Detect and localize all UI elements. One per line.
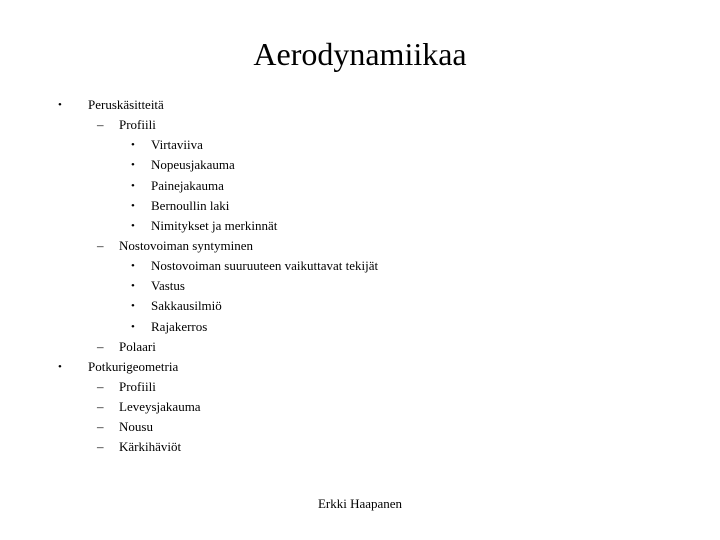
outline-item-label: Potkurigeometria (88, 358, 179, 374)
outline-item-label: Leveysjakauma (119, 399, 201, 415)
outline-item-label: Nostovoiman suuruuteen vaikuttavat tekijät (151, 258, 379, 274)
bullet-dot-icon: • (131, 300, 135, 313)
dash-bullet-icon: – (97, 338, 104, 354)
slide-title: Aerodynamiikaa (253, 36, 467, 72)
outline-item-rajakerros (0, 317, 720, 337)
outline-item-label: Nousu (119, 419, 153, 435)
outline-item-karkihaviot (0, 437, 720, 457)
outline-item-nopeusjakauma (0, 155, 720, 175)
outline-item-label: Nopeusjakauma (151, 157, 235, 173)
bullet-dot-icon: • (131, 219, 135, 232)
outline-item-peruskasitteita (0, 95, 720, 115)
outline-item-label: Virtaviiva (151, 137, 203, 153)
dash-bullet-icon: – (97, 439, 104, 455)
bullet-dot-icon: • (131, 260, 135, 273)
outline-item-label: Profiili (119, 378, 156, 394)
outline-item-nostovoiman-syntyminen (0, 236, 720, 256)
slide-footer-author: Erkki Haapanen (317, 496, 403, 511)
outline-item-label: Vastus (151, 278, 185, 294)
outline-list (0, 95, 720, 458)
bullet-dot-icon: • (131, 139, 135, 152)
outline-item-sakkausilmio (0, 296, 720, 316)
outline-item-label: Nimitykset ja merkinnät (151, 217, 278, 233)
outline-item-label: Profiili (119, 117, 156, 133)
dash-bullet-icon: – (97, 117, 104, 133)
bullet-dot-icon: • (131, 159, 135, 172)
bullet-dot-icon: • (58, 99, 62, 111)
dash-bullet-icon: – (97, 419, 104, 435)
bullet-dot-icon: • (131, 320, 135, 333)
bullet-dot-icon: • (131, 179, 135, 192)
outline-item-potkurigeometria (0, 357, 720, 377)
outline-item-label: Sakkausilmiö (151, 298, 222, 314)
outline-item-nostovoiman-tekijat (0, 256, 720, 276)
dash-bullet-icon: – (97, 399, 104, 415)
outline-item-painejakauma (0, 176, 720, 196)
outline-item-label: Polaari (119, 338, 156, 354)
outline-item-virtaviiva (0, 135, 720, 155)
outline-item-bernoullin-laki (0, 196, 720, 216)
outline-item-label: Kärkihäviöt (119, 439, 182, 455)
outline-item-leveysjakauma (0, 397, 720, 417)
outline-item-label: Bernoullin laki (151, 197, 230, 213)
bullet-dot-icon: • (58, 360, 62, 373)
outline-item-label: Peruskäsitteitä (88, 97, 164, 112)
outline-item-label: Nostovoiman syntyminen (119, 237, 253, 253)
outline-item-profiili-2 (0, 377, 720, 397)
bullet-dot-icon: • (131, 280, 135, 293)
outline-item-nimitykset (0, 216, 720, 236)
dash-bullet-icon: – (97, 378, 104, 394)
outline-item-polaari (0, 337, 720, 357)
dash-bullet-icon: – (97, 237, 104, 253)
outline-item-vastus (0, 276, 720, 296)
outline-item-profiili (0, 115, 720, 135)
bullet-dot-icon: • (131, 199, 135, 212)
outline-item-label: Rajakerros (151, 318, 208, 334)
outline-item-nousu (0, 417, 720, 437)
outline-item-label: Painejakauma (151, 177, 224, 193)
